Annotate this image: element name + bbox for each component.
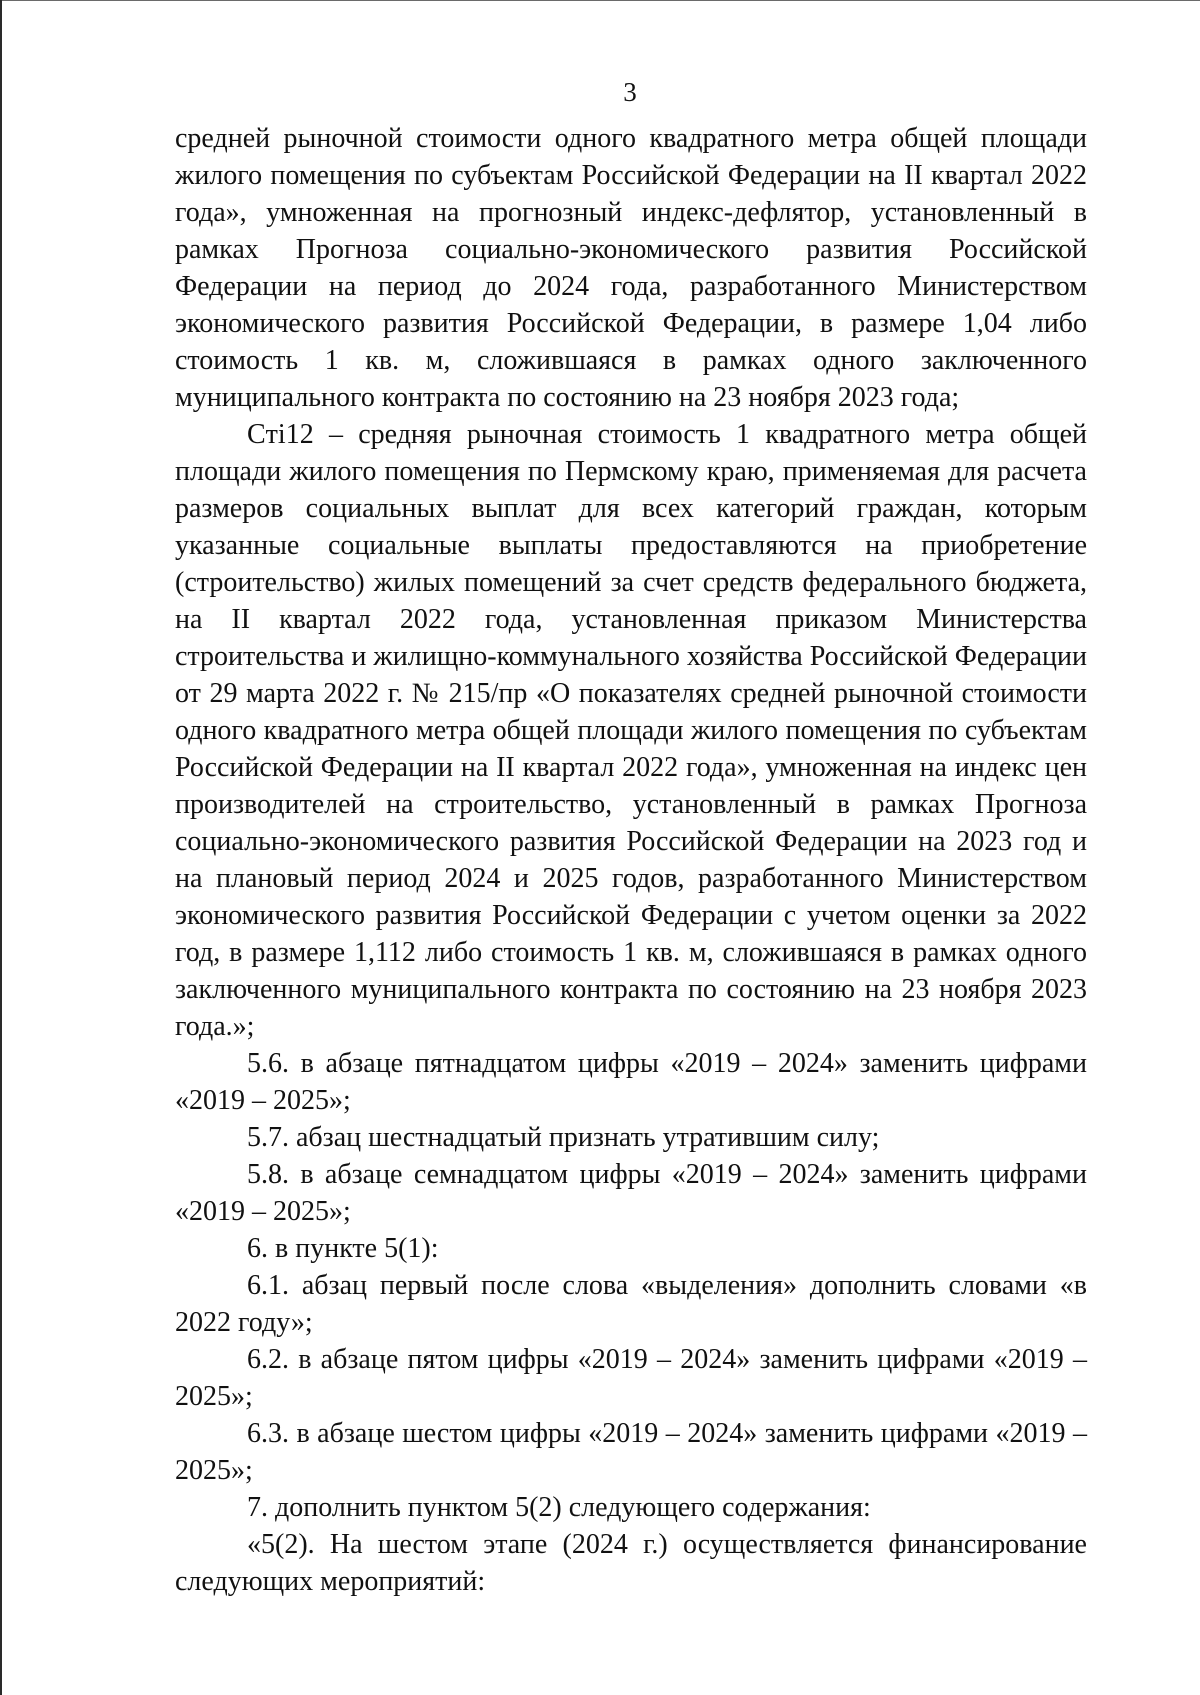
paragraph-7: 7. дополнить пунктом 5(2) следующего содержания: [247,1492,871,1523]
paragraph-cti12-definition: Cтi12 – средняя рыночная стоимость 1 квадратного метра общей площади жилого помещения по Пермскому краю, применяемая для расчета размеров социальных выплат для всех категорий граждан, которым указанные социальные выплаты предоставляются на приобретение (строительство) жилых помещений за счет средств федерального бюджета, на II квартал 2022 года, установленная приказом Министерства строительства и жилищно-коммунального хозяйства Российской Федерации от 29 марта 2022 г. № 215/пр «О показателях средней рыночной стоимости одного квадратного метра общей площади жилого помещения по субъектам Российской Федерации на II квартал 2022 года», умноженная на индекс цен производителей на строительство, установленный в рамках Прогноза социально-экономического развития Российской Федерации на 2023 год и на плановый период 2024 и 2025 годов, разработанного Министерством экономического развития Российской Федерации с учетом оценки за 2022 год, в размере 1,112 либо стоимость 1 кв. м, сложившаяся в рамках одного заключенного муниципального контракта по состоянию на 23 ноября 2023 года.»; [175,419,1087,1042]
paragraph-continuation: средней рыночной стоимости одного квадратного метра общей площади жилого помещения по субъектам Российской Федерации на II квартал 2022 года», умноженная на прогнозный индекс-дефлятор, установленный в рамках Прогноза социально-экономического развития Российской Федерации на период до 2024 года, разработанного Министерством экономического развития Российской Федерации, в размере 1,04 либо стоимость 1 кв. м, сложившаяся в рамках одного заключенного муниципального контракта по состоянию на 23 ноября 2023 года; [175,123,1087,413]
page-number: 3 [623,77,637,107]
paragraph-5-2: «5(2). На шестом этапе (2024 г.) осуществляется финансирование следующих мероприятий: [175,1529,1087,1597]
scan-edge-left [0,0,2,1695]
paragraph-5-6: 5.6. в абзаце пятнадцатом цифры «2019 – 2024» заменить цифрами «2019 – 2025»; [175,1048,1087,1116]
paragraph-6: 6. в пункте 5(1): [247,1233,439,1264]
scan-edge-top [0,0,1200,1]
paragraph-5-8: 5.8. в абзаце семнадцатом цифры «2019 – 2024» заменить цифрами «2019 – 2025»; [175,1159,1087,1227]
paragraph-6-3: 6.3. в абзаце шестом цифры «2019 – 2024» заменить цифрами «2019 – 2025»; [175,1418,1087,1486]
paragraph-6-2: 6.2. в абзаце пятом цифры «2019 – 2024» заменить цифрами «2019 – 2025»; [175,1344,1087,1412]
paragraph-5-7: 5.7. абзац шестнадцатый признать утратившим силу; [247,1122,880,1153]
paragraph-6-1: 6.1. абзац первый после слова «выделения» дополнить словами «в 2022 году»; [175,1270,1087,1338]
document-body [175,120,1087,1600]
